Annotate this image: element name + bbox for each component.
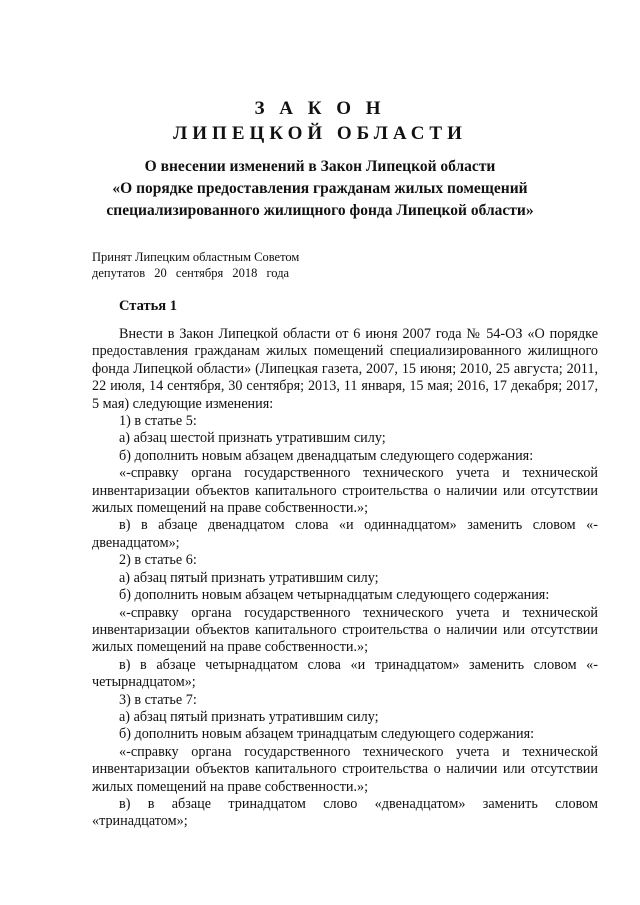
paragraph: б) дополнить новым абзацем четырнадцатым следующего содержания: (119, 587, 550, 604)
paragraph: 1) в статье 5: (119, 413, 197, 430)
law-subtitle (60, 156, 580, 222)
law-title (0, 96, 640, 146)
paragraph: в) в абзаце четырнадцатом слова «и тринадцатом» заменить словом «-четырнадцатом»; (92, 656, 598, 691)
paragraph: 3) в статье 7: (119, 691, 197, 708)
law-title-line-2: ЛИПЕЦКОЙ ОБЛАСТИ (173, 123, 467, 144)
paragraph: «-справку органа государственного технического учета и технической инвентаризации объектов капитального строительства о наличии или отсутствии жилых помещений на праве собственности.»; (92, 604, 598, 656)
paragraph: а) абзац шестой признать утратившим силу; (119, 430, 386, 447)
article-heading: Статья 1 (119, 298, 177, 314)
article-body (92, 321, 598, 831)
paragraph: 2) в статье 6: (119, 552, 197, 569)
paragraph: а) абзац пятый признать утратившим силу; (119, 708, 379, 725)
paragraph: «-справку органа государственного технического учета и технической инвентаризации объектов капитального строительства о наличии или отсутствии жилых помещений на праве собственности.»; (92, 465, 598, 517)
law-subtitle-line-1: О внесении изменений в Закон Липецкой области (144, 158, 496, 175)
law-title-line-1: З А К О Н (254, 98, 386, 119)
paragraph: в) в абзаце тринадцатом слово «двенадцатом» заменить словом «тринадцатом»; (92, 795, 598, 830)
paragraph: в) в абзаце двенадцатом слова «и одиннадцатом» заменить словом «- двенадцатом»; (92, 517, 598, 551)
law-subtitle-line-3: специализированного жилищного фонда Липецкой области» (106, 202, 534, 219)
paragraph: а) абзац пятый признать утратившим силу; (119, 569, 379, 586)
paragraph: б) дополнить новым абзацем тринадцатым следующего содержания: (119, 726, 535, 743)
adoption-note-line-2: депутатов 20 сентября 2018 года (92, 266, 290, 280)
paragraph: «-справку органа государственного технического учета и технической инвентаризации объектов капитального строительства о наличии или отсутствии жилых помещений на праве собственности.»; (92, 743, 598, 795)
adoption-note (92, 249, 392, 281)
adoption-note-line-1: Принят Липецким областным Советом (92, 250, 300, 264)
paragraph: б) дополнить новым абзацем двенадцатым следующего содержания: (119, 447, 534, 464)
paragraph: Внести в Закон Липецкой области от 6 июня 2007 года № 54-ОЗ «О порядке предоставления гражданам жилых помещений специализированного жилищного фонда Липецкой области» (Липецкая газета, 2007, 15 июня; 2010, 25 августа; 2011, 22 июля, 14 сентября, 30 сентября; 2013, 11 января, 15 мая; 2016, 17 декабря; 2017, 5 мая) следующие изменения: (92, 326, 598, 412)
law-subtitle-line-2: «О порядке предоставления гражданам жилых помещений (112, 180, 528, 197)
